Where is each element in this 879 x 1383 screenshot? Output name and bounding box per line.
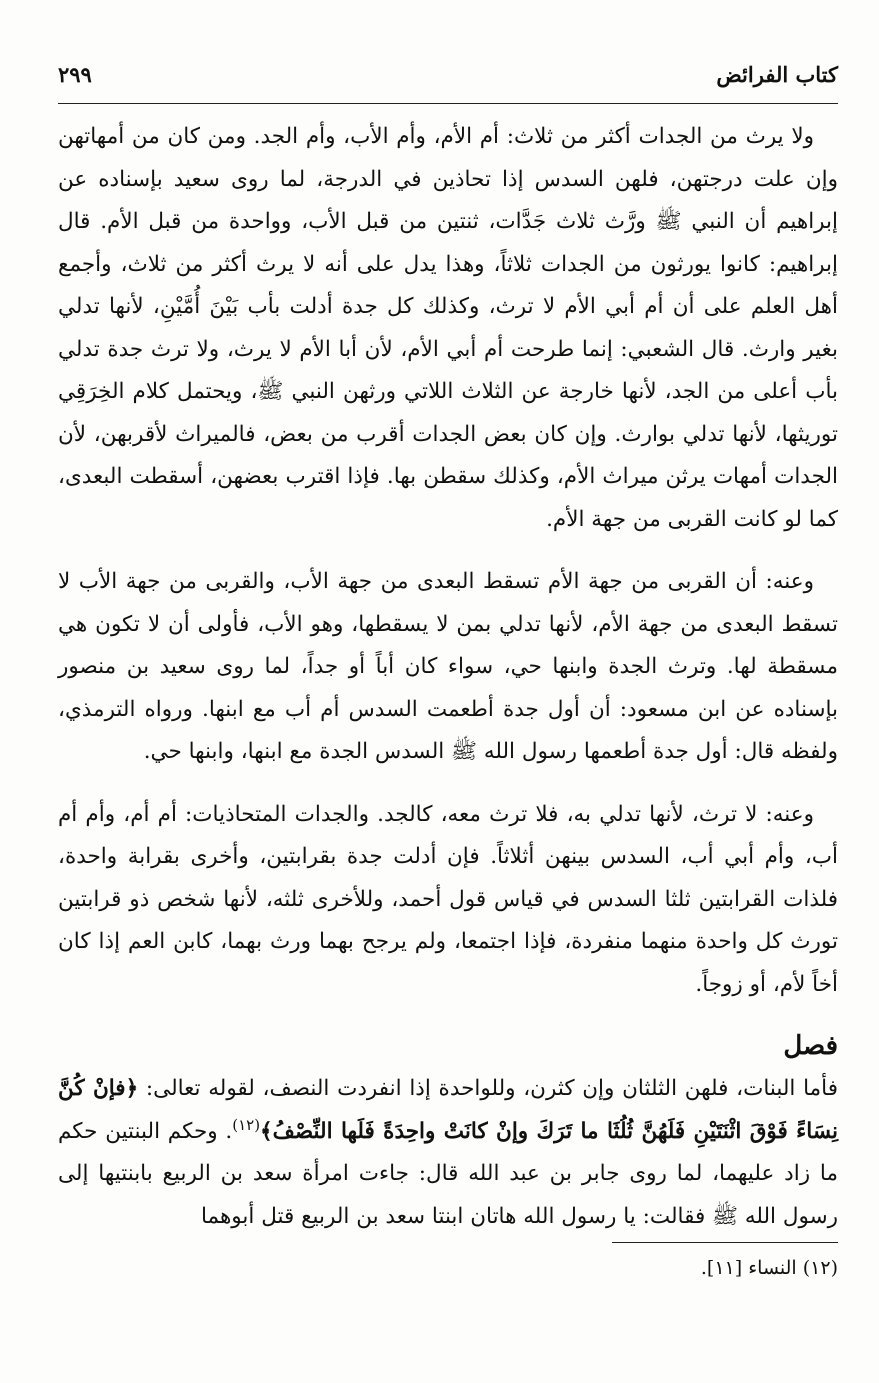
paragraph-2: وعنه: أن القربى من جهة الأم تسقط البعدى من جهة الأب، والقربى من جهة الأب لا تسقط البعدى من جهة الأم، لأنها تدلي بمن لا يسقطها، وهو الأب، فأولى أن لا تكون هي مسقطة لها. وترث الجدة وابنها حي، سواء كان أباً أو جداً، لما روى سعيد بن منصور بإسناده عن ابن مسعود: أن أول جدة أطعمت السدس أم أب مع ابنها. ورواه الترمذي، ولفظه قال: أول جدة أطعمها رسول الله ﷺ السدس الجدة مع ابنها، وابنها حي. bbox=[58, 569, 838, 764]
main-text bbox=[58, 116, 838, 1238]
section-rest: . وحكم البنتين حكم ما زاد عليهما، لما روى جابر بن عبد الله قال: جاءت امرأة سعد بن الربيع بابنتيها إلى رسول الله ﷺ فقالت: يا رسول الله هاتان ابنتا سعد بن الربيع قتل أبوهما bbox=[58, 1118, 838, 1229]
quran-verse: ﴿فإنْ كُنَّ نِسَاءً فَوْقَ اثْنَتَيْنِ فَلَهُنَّ ثُلُثَا ما تَرَكَ وإنْ كانَتْ واحِدَةً فَلَها النِّصْفُ﴾ bbox=[58, 1076, 838, 1144]
header-divider bbox=[58, 103, 838, 104]
paragraph-3: وعنه: لا ترث، لأنها تدلي به، فلا ترث معه، كالجد. والجدات المتحاذيات: أم أم، وأم أم أب، وأم أبي أب، السدس بينهن أثلاثاً. فإن أدلت جدة بقرابتين، وأخرى بقرابة واحدة، فلذات القرابتين ثلثا السدس في قياس قول أحمد، وللأخرى ثلثه، لأنها شخص ذو قرابتين تورث كل واحدة منهما منفردة، فإذا اجتمعا، ولم يرجح بهما ورث بهما، كابن العم إذا كان أخاً لأم، أو زوجاً. bbox=[58, 801, 838, 997]
section-heading: فصل bbox=[783, 1031, 838, 1061]
footnote-marker: (١٢) bbox=[232, 1115, 261, 1134]
page-number: ٢٩٩ bbox=[58, 62, 92, 87]
section-intro: فأما البنات، فلهن الثلثان وإن كثرن، وللواحدة إذا انفردت النصف، لقوله تعالى: bbox=[145, 1076, 838, 1101]
book-title: كتاب الفرائض bbox=[716, 62, 838, 87]
page-header bbox=[58, 58, 838, 104]
footnote-divider bbox=[612, 1242, 838, 1243]
footnote: (١٢) النساء [١١]. bbox=[700, 1257, 838, 1279]
paragraph-1: ولا يرث من الجدات أكثر من ثلاث: أم الأم، وأم الأب، وأم الجد. ومن كان من أمهاتهن وإن علت درجتهن، فلهن السدس إذا تحاذين في الدرجة، لما روى سعيد بإسناده عن إبراهيم أن النبي ﷺ ورَّث ثلاث جَدَّات، ثنتين من قبل الأب، وواحدة من قبل الأم. قال إبراهيم: كانوا يورثون من الجدات ثلاثاً، وهذا يدل على أنه لا يرث أكثر من ثلاث، وأجمع أهل العلم على أن أم أبي الأم لا ترث، وكذلك كل جدة أدلت بأب بَيْنَ أُمَّيْنِ، لأنها تدلي بغير وارث. قال الشعبي: إنما طرحت أم أبي الأم، لأن أبا الأم لا يرث، ولا ترث جدة تدلي بأب أعلى من الجد، لأنها خارجة عن الثلاث اللاتي ورثهن النبي ﷺ، ويحتمل كلام الخِرَقِي توريثها، لأنها تدلي بوارث. وإن كان بعض الجدات أقرب من بعض، فالميراث لأقربهن، لأن الجدات أمهات يرثن ميراث الأم، وكذلك سقطن بها. فإذا اقترب بعضهن، أسقطت البعدى، كما لو كانت القربى من جهة الأم. bbox=[58, 124, 838, 532]
section-paragraph bbox=[58, 1068, 838, 1238]
